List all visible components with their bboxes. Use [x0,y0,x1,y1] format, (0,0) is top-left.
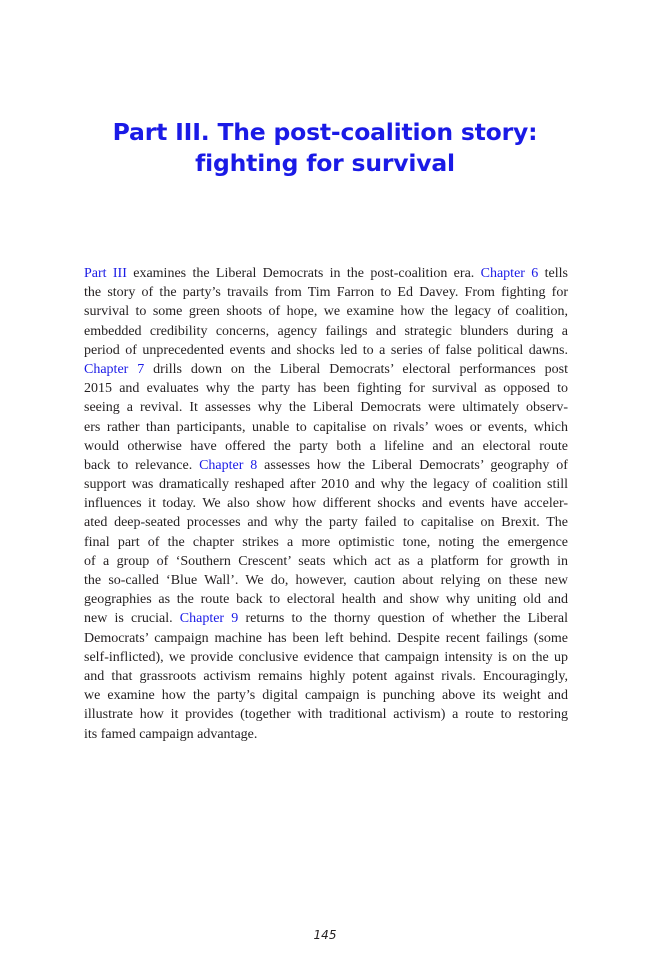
text-line: of a group of ‘Southern Crescent’ seats which act as a platform for growth in [84,553,568,569]
chapter-link[interactable]: Part III [84,266,127,281]
text-line: Part III examines the Liberal Democrats in the post-coalition era. Chapter 6 tells [84,266,568,281]
part-title-line-2: fighting for survival [195,149,455,177]
text-line: ers rather than participants, unable to capitalise on rivals’ woes or events, which [84,419,568,435]
text-line: we examine how the party’s digital campaign is punching above its weight and [84,688,568,704]
text-line: illustrate how it provides (together with traditional activism) a route to restoring [84,707,568,723]
text-line: support was dramatically reshaped after 2010 and why the legacy of coalition still [84,477,568,493]
text-line: self-inflicted), we provide conclusive evidence that campaign intensity is on the up [84,649,568,665]
text-line: the story of the party’s travails from Tim Farron to Ed Davey. From fighting for [84,285,568,301]
chapter-link[interactable]: Chapter 9 [179,611,239,627]
intro-paragraph [84,264,568,744]
chapter-link[interactable]: Chapter 6 [480,266,539,281]
chapter-link[interactable]: Chapter 8 [199,457,258,473]
text-line: ated deep-seated processes and why the party failed to capitalise on Brexit. The [84,515,568,531]
text-line: would otherwise have offered the party both a lifeline and an electoral route [84,438,568,454]
text-line: Chapter 7 drills down on the Liberal Democrats’ electoral performances post [84,361,568,377]
text-line: geographies as the route back to electoral health and show why uniting old and [84,592,568,608]
text-line: the so-called ‘Blue Wall’. We do, however, caution about relying on these new [84,573,568,588]
chapter-link[interactable]: Chapter 7 [84,361,145,377]
text-line: seeing a revival. It assesses why the Liberal Democrats were ultimately observ- [84,400,568,416]
text-line: influences it today. We also show how different shocks and events have acceler- [84,496,568,512]
part-title-line-1: Part III. The post-coalition story: [112,118,538,146]
part-title [0,117,650,179]
text-line: survival to some green shoots of hope, we examine how the legacy of coalition, [84,304,568,320]
text-line: final part of the chapter strikes a more optimistic tone, noting the emergence [84,534,568,550]
text-line: and that grassroots activism remains highly potent against rivals. Encouragingly, [84,668,568,684]
text-line: Democrats’ campaign machine has been left behind. Despite recent failings (some [84,630,568,646]
text-line: embedded credibility concerns, agency failings and strategic blunders during a [84,323,568,339]
page-number: 145 [313,928,337,942]
text-line: 2015 and evaluates why the party has been fighting for survival as opposed to [84,381,568,397]
text-line: back to relevance. Chapter 8 assesses how the Liberal Democrats’ geography of [84,457,568,473]
text-line: new is crucial. Chapter 9 returns to the thorny question of whether the Liberal [84,611,568,627]
text-line: period of unprecedented events and shocks led to a series of false political dawns. [84,342,568,358]
text-line: its famed campaign advantage. [84,726,258,742]
